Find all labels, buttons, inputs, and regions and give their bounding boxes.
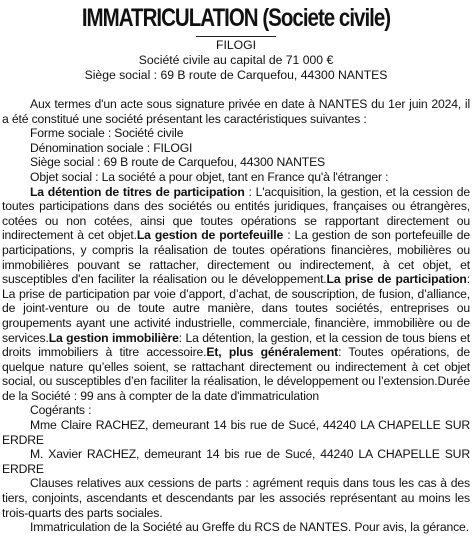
- company-seat: Siège social : 69 B route de Carquefou, 44300 NANTES: [84, 68, 388, 82]
- company-header: [2, 38, 470, 83]
- company-capital: Société civile au capital de 71 000 €: [138, 53, 334, 67]
- objet-text-general: : Toutes opérations, de quelque nature qu’elles soient, se rattachant directement ou indirectement à cet objet social, ou susceptibles d’en faciliter la réalisation, le développement ou l’extension.Durée de la Société : 99 ans à compter de la date d'immatriculation: [2, 345, 470, 403]
- title-divider: [196, 36, 276, 37]
- immatriculation-paragraph: Immatriculation de la Société au Greffe du RCS de NANTES. Pour avis, la gérance.: [30, 520, 469, 535]
- denomination-sociale: Dénomination sociale : FILOGI: [30, 140, 193, 155]
- cogerant-2: M. Xavier RACHEZ, demeurant 14 bis rue de Sucé, 44240 LA CHAPELLE SUR ERDRE: [2, 447, 470, 476]
- objet-heading-portefeuille: La gestion de portefeuille: [136, 228, 284, 243]
- siege-social: Siège social : 69 B route de Carquefou, 44300 NANTES: [30, 155, 326, 170]
- cogerant-1: Mme Claire RACHEZ, demeurant 14 bis rue de Sucé, 44240 LA CHAPELLE SUR ERDRE: [2, 418, 470, 447]
- objet-text-immobiliere: : La détention, la gestion, et la cession de tous biens et droits immobiliers à titre accessoire.: [2, 330, 470, 360]
- legal-notice: [2, 3, 470, 535]
- clauses-paragraph: Clauses relatives aux cessions de parts : agrément requis dans tous les cas à des tiers, conjoints, ascendants et descendants par les associés représentant au moins les trois-quarts des parts sociales.: [2, 476, 470, 520]
- objet-paragraph: [2, 185, 470, 404]
- objet-heading-titres: La détention de titres de participation: [30, 184, 245, 199]
- objet-intro: Objet social : La société a pour objet, tant en France qu'à l'étranger :: [30, 169, 389, 184]
- objet-heading-immobiliere: La gestion immobilière: [48, 330, 179, 345]
- notice-title: IMMATRICULATION (Societe civile): [81, 4, 391, 32]
- forme-sociale: Forme sociale : Société civile: [30, 126, 184, 141]
- objet-text-portefeuille: : La gestion de son portefeuille de participations, y compris la réalisation de toutes opérations financières, mobilières ou immobilières pouvant se rattacher, directement ou indirectement, à cet objet, et susceptibles d'en faciliter la réalisation ou le développement.: [2, 228, 470, 287]
- cogerants-label: Cogérants :: [30, 403, 92, 418]
- intro-paragraph: Aux termes d'un acte sous signature privée en date à NANTES du 1er juin 2024, il a été constitué une société présentant les caractéristiques suivantes :: [2, 97, 470, 126]
- notice-body: [2, 97, 470, 535]
- objet-text-titres: : L'acquisition, la gestion, et la cession de toutes participations dans des sociétés ou entités juridiques, françaises ou étrangères, cotées ou non cotées, ainsi que toutes opérations se rapportant directement ou indirectement à cet objet.: [2, 184, 470, 243]
- objet-text-participation: : La prise de participation par voie d’apport, d’achat, de souscription, de fusion, d’alliance, de joint-venture ou de toute autre manière, dans toutes sociétés, entreprises ou groupements ayant une activité industrielle, commerciale, financière, immobilière ou de services.: [2, 272, 470, 345]
- objet-heading-participation: La prise de participation: [326, 272, 467, 287]
- company-name: FILOGI: [216, 38, 256, 52]
- objet-heading-general: Et, plus généralement: [206, 345, 339, 360]
